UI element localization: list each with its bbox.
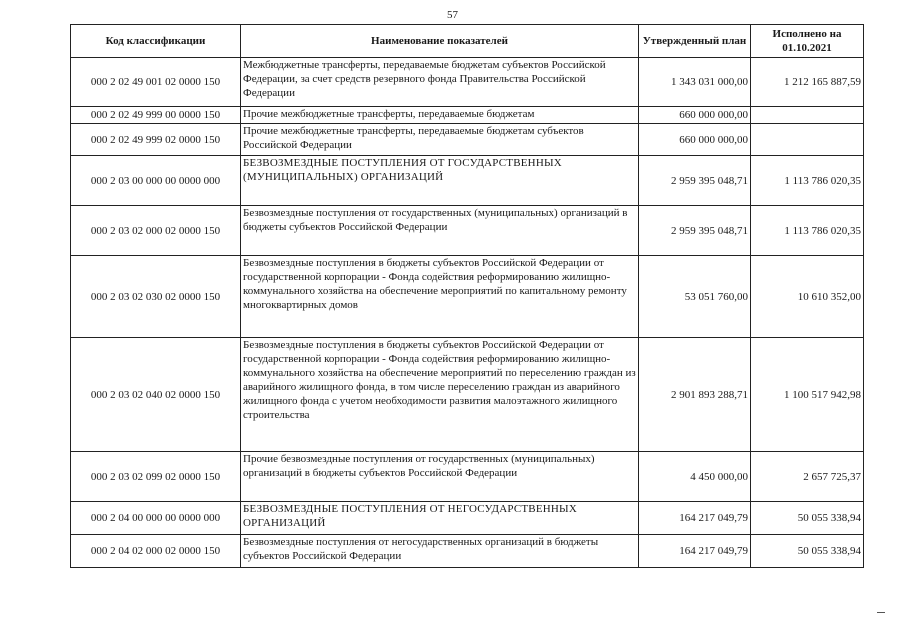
row-code: 000 2 03 02 040 02 0000 150	[71, 338, 241, 452]
row-executed	[751, 107, 864, 124]
header-executed: Исполнено на 01.10.2021	[751, 25, 864, 58]
row-plan: 2 901 893 288,71	[639, 338, 751, 452]
row-plan: 53 051 760,00	[639, 256, 751, 338]
row-code: 000 2 04 02 000 02 0000 150	[71, 535, 241, 568]
revenue-table	[70, 24, 864, 568]
row-code: 000 2 02 49 001 02 0000 150	[71, 58, 241, 107]
row-plan: 660 000 000,00	[639, 124, 751, 156]
row-name: БЕЗВОЗМЕЗДНЫЕ ПОСТУПЛЕНИЯ ОТ НЕГОСУДАРСТВЕННЫХ ОРГАНИЗАЦИЙ	[241, 502, 639, 535]
row-plan: 2 959 395 048,71	[639, 156, 751, 206]
row-name: Безвозмездные поступления от негосударственных организаций в бюджеты субъектов Российской Федерации	[241, 535, 639, 568]
table-row	[71, 338, 864, 452]
table-row	[71, 58, 864, 107]
page-number: 57	[447, 9, 458, 21]
header-plan: Утвержденный план	[639, 25, 751, 58]
table-row	[71, 256, 864, 338]
table-row	[71, 535, 864, 568]
header-code: Код классификации	[71, 25, 241, 58]
row-name: Прочие межбюджетные трансферты, передаваемые бюджетам субъектов Российской Федерации	[241, 124, 639, 156]
row-code: 000 2 02 49 999 02 0000 150	[71, 124, 241, 156]
row-code: 000 2 03 02 099 02 0000 150	[71, 452, 241, 502]
row-executed: 50 055 338,94	[751, 502, 864, 535]
table-row	[71, 156, 864, 206]
row-executed: 2 657 725,37	[751, 452, 864, 502]
table-row	[71, 452, 864, 502]
row-plan: 660 000 000,00	[639, 107, 751, 124]
row-name: БЕЗВОЗМЕЗДНЫЕ ПОСТУПЛЕНИЯ ОТ ГОСУДАРСТВЕННЫХ (МУНИЦИПАЛЬНЫХ) ОРГАНИЗАЦИЙ	[241, 156, 639, 206]
row-executed: 50 055 338,94	[751, 535, 864, 568]
table-row	[71, 206, 864, 256]
row-executed: 1 212 165 887,59	[751, 58, 864, 107]
row-plan: 4 450 000,00	[639, 452, 751, 502]
row-name: Прочие безвозмездные поступления от государственных (муниципальных) организаций в бюджеты субъектов Российской Федерации	[241, 452, 639, 502]
header-name: Наименование показателей	[241, 25, 639, 58]
row-plan: 2 959 395 048,71	[639, 206, 751, 256]
table-row	[71, 107, 864, 124]
row-plan: 164 217 049,79	[639, 535, 751, 568]
row-code: 000 2 03 00 000 00 0000 000	[71, 156, 241, 206]
row-name: Межбюджетные трансферты, передаваемые бюджетам субъектов Российской Федерации, за счет средств резервного фонда Правительства Российской Федерации	[241, 58, 639, 107]
row-name: Безвозмездные поступления в бюджеты субъектов Российской Федерации от государственной корпорации - Фонда содействия реформированию жилищно-коммунального хозяйства на обеспечение мероприятий по переселению граждан из аварийного жилищного фонда, в том числе переселению граждан из аварийного жилищного фонда с учетом необходимости развития малоэтажного жилищного строительства	[241, 338, 639, 452]
table-row	[71, 502, 864, 535]
header-row	[71, 25, 864, 58]
row-name: Безвозмездные поступления в бюджеты субъектов Российской Федерации от государственной корпорации - Фонда содействия реформированию жилищно-коммунального хозяйства на обеспечение мероприятий по капитальному ремонту многоквартирных домов	[241, 256, 639, 338]
table-row	[71, 124, 864, 156]
row-executed	[751, 124, 864, 156]
row-executed: 10 610 352,00	[751, 256, 864, 338]
row-code: 000 2 03 02 030 02 0000 150	[71, 256, 241, 338]
page-edge-mark	[877, 612, 885, 613]
row-code: 000 2 03 02 000 02 0000 150	[71, 206, 241, 256]
row-name: Прочие межбюджетные трансферты, передаваемые бюджетам	[241, 107, 639, 124]
row-plan: 1 343 031 000,00	[639, 58, 751, 107]
row-code: 000 2 02 49 999 00 0000 150	[71, 107, 241, 124]
row-plan: 164 217 049,79	[639, 502, 751, 535]
row-executed: 1 113 786 020,35	[751, 206, 864, 256]
row-executed: 1 100 517 942,98	[751, 338, 864, 452]
row-name: Безвозмездные поступления от государственных (муниципальных) организаций в бюджеты субъектов Российской Федерации	[241, 206, 639, 256]
row-code: 000 2 04 00 000 00 0000 000	[71, 502, 241, 535]
row-executed: 1 113 786 020,35	[751, 156, 864, 206]
